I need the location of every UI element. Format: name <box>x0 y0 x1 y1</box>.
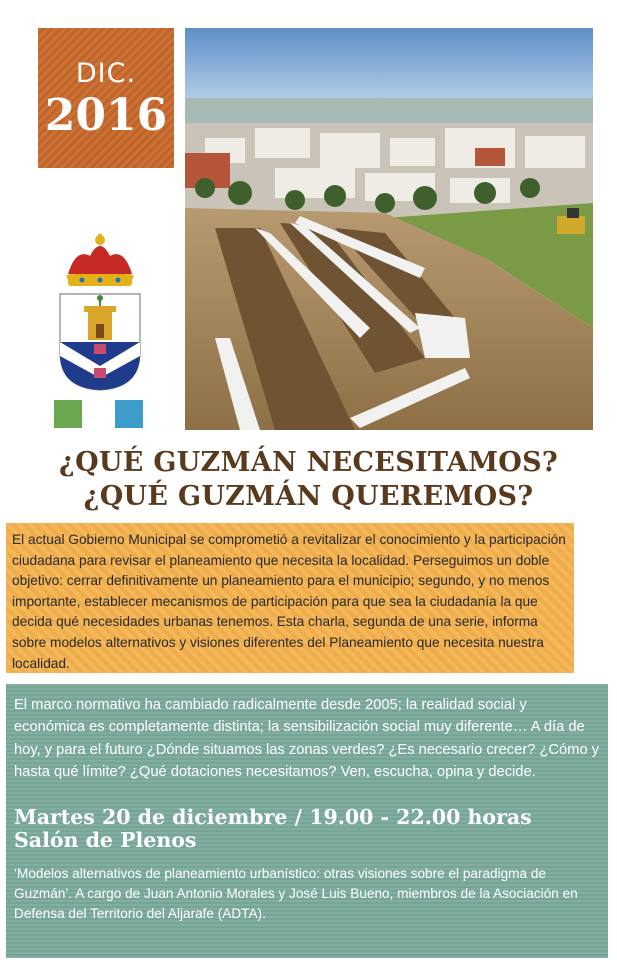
talk-description: ‘Modelos alternativos de planeamiento urbanístico: otras visiones sobre el paradigma de Guzmán’. A cargo de Juan Antonio Morales y José Luis Bueno, miembros de la Asociación en Defensa del Territorio del Aljarafe (ADTA). <box>14 865 578 921</box>
date-year: 2016 <box>44 90 168 141</box>
date-month: DIC. <box>75 58 137 89</box>
event-place: Salón de Plenos <box>14 827 197 852</box>
date-badge <box>38 28 174 168</box>
context-text: El marco normativo ha cambiado radicalmente desde 2005; la realidad social y económica es completamente distinta; la sensibilización social muy diferente… A día de hoy, y para el futuro ¿Dónde situamos las zonas verdes? ¿Es necesario crecer? ¿Cómo y hasta qué límite? ¿Qué dotaciones necesitamos? Ven, escucha, opina y decide. <box>14 697 600 781</box>
intro-text: El actual Gobierno Municipal se comprometió a revitalizar el conocimiento y la participación ciudadana para revisar el planeamiento que necesita la localidad. Perseguimos un doble objetivo: cerrar definitivamente un planeamiento para el municipio; segundo, y no menos importante, establecer mecanismos de participación para que sea la ciudadanía la que decida qué necesidades urbanas tenemos. Esta charla, segunda de una serie, informa sobre modelos alternativos y visiones diferentes del Planeamiento que necesita nuestra localidad. <box>12 532 566 671</box>
info-box <box>6 684 608 958</box>
blue-square <box>115 400 143 428</box>
headline-line-2: ¿QUÉ GUZMÁN QUEREMOS? <box>83 481 534 512</box>
excavation-photo <box>185 28 593 430</box>
coat-of-arms-icon <box>58 232 142 392</box>
event-datetime: Martes 20 de diciembre / 19.00 - 22.00 horas <box>14 804 532 829</box>
green-square <box>54 400 82 428</box>
intro-box <box>6 523 574 673</box>
headline-line-1: ¿QUÉ GUZMÁN NECESITAMOS? <box>58 447 559 478</box>
